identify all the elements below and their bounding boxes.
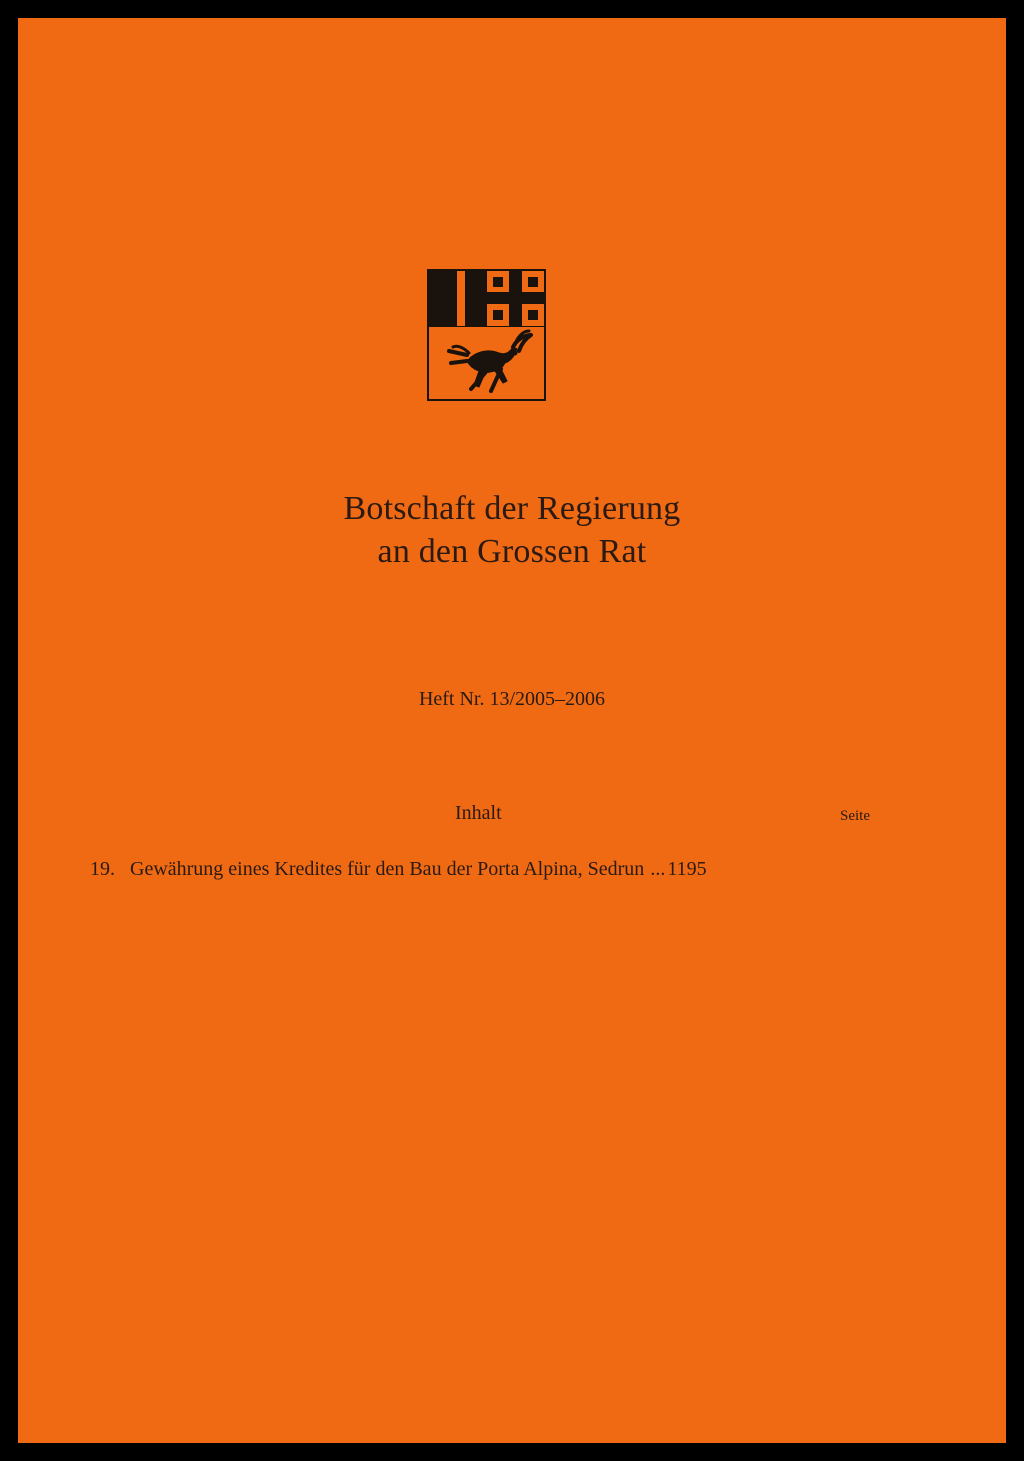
document-title-line2: an den Grossen Rat: [377, 533, 647, 570]
toc-heading: Inhalt: [455, 802, 502, 824]
toc-entry-leader: ...: [650, 858, 666, 880]
document-cover: [18, 18, 1006, 1443]
toc-entry-title: Gewährung eines Kredites für den Bau der Porta Alpina, Sedrun: [130, 858, 645, 880]
toc-entry-number: 19.: [90, 858, 115, 880]
toc-entry-page: 1195: [667, 858, 707, 880]
toc-page-heading: Seite: [840, 808, 870, 824]
issue-number: Heft Nr. 13/2005–2006: [418, 688, 606, 710]
document-title-line1: Botschaft der Regierung: [343, 490, 681, 527]
graubuenden-coat-of-arms-icon: [427, 269, 546, 401]
toc-entry: [90, 856, 884, 882]
